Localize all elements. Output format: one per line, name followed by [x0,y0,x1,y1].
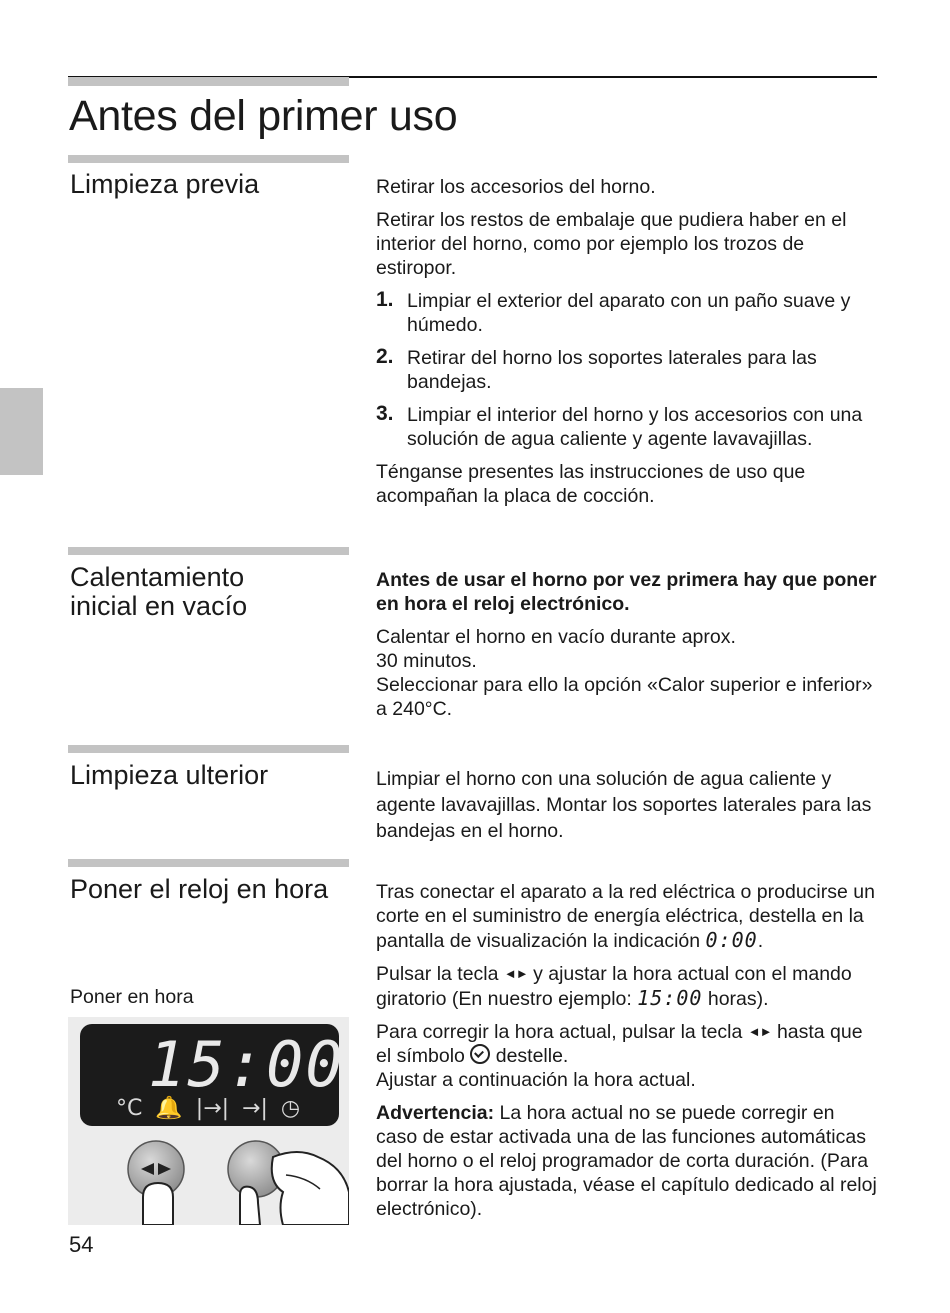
body-reloj [376,880,881,1230]
heading-calentamiento [70,563,247,621]
thumb-right [240,1187,260,1225]
paragraph [376,962,881,1011]
list-item [376,346,881,394]
text: Tras conectar el aparato a la red eléctrica o producirse un corte en el suministro de energía eléctrica, destella en la pantalla de visualización la indicación [376,881,875,952]
heading-line: inicial en vacío [70,591,248,621]
display-time: 15:00 [148,1028,345,1101]
paragraph: Retirar los accesorios del horno. [376,176,656,198]
heading-limpieza-previa: Limpieza previa [70,169,260,199]
text: . [757,930,764,952]
list-item [376,403,881,451]
step-number: 1. [376,288,394,311]
step-text: Limpiar el exterior del aparato con un paño suave y húmedo. [407,290,851,336]
text: y ajustar la hora actual con el mando giratorio (En nuestro ejemplo: [376,963,852,1010]
subheading-poner-en-hora: Poner en hora [70,986,194,1008]
bell-icon: 🔔 [155,1096,183,1121]
paragraph: Ténganse presentes las instrucciones de uso que acompañan la placa de cocción. [376,461,806,507]
page-number: 54 [69,1232,94,1257]
page-title: Antes del primer uso [69,92,458,140]
section-bar-limpieza-ulterior [68,745,349,753]
paragraph: Limpiar el horno con una solución de agua caliente y agente lavavajillas. Montar los soportes laterales para las bandejas en el horno. [376,768,872,842]
section-bar-limpieza-previa [68,155,349,163]
body-calentamiento [376,568,881,730]
display-reading: 0:00 [705,928,758,952]
arrow-key-icon: ◄► [503,966,528,981]
clock-icon [470,1044,490,1064]
text: hasta que el símbolo [376,1021,863,1067]
temperature-icon: °C [116,1096,143,1121]
text: destelle. [495,1045,569,1067]
section-bar-calentamiento [68,547,349,555]
side-thumb-tab [0,388,43,475]
text: horas). [707,988,769,1010]
clock-icon: ◷ [280,1096,301,1121]
step-text: Retirar del horno los soportes laterales para las bandejas. [407,347,817,393]
paragraph [376,880,881,953]
step-number: 3. [376,402,394,425]
text: Pulsar la tecla [376,963,499,985]
step-number: 2. [376,345,394,368]
paragraph: Retirar los restos de embalaje que pudiera haber en el interior del horno, como por ejemplo los trozos de estiropor. [376,209,847,279]
heading-reloj: Poner el reloj en hora [70,874,329,904]
bold-intro: Antes de usar el horno por vez primera hay que poner en hora el reloj electrónico. [376,569,877,615]
finger-left [143,1183,173,1225]
warning-text: La hora actual no se puede corregir en caso de estar activada una de las funciones automáticas del horno o el reloj programador de corta duración. (Para borrar la hora ajustada, véase el capítulo dedicado al reloj electrónico). [376,1102,877,1220]
text: Ajustar a continuación la hora actual. [376,1069,696,1091]
warning-label: Advertencia: [376,1102,495,1124]
section-bar-reloj [68,859,349,867]
arrow-key-icon: ◄► [747,1024,772,1039]
control-panel-illustration [68,1017,349,1225]
heading-line: Calentamiento [70,562,245,592]
body-limpieza-ulterior [376,766,881,853]
end-time-icon: →| [242,1096,268,1121]
top-rule-accent [68,77,349,86]
paragraph [376,625,881,721]
text-line: 30 minutos. [376,650,477,672]
heading-limpieza-ulterior: Limpieza ulterior [70,760,269,790]
body-limpieza-previa [376,175,881,517]
paragraph [376,1020,881,1092]
fingers-right [272,1152,349,1225]
steps-list [376,289,881,451]
knobs-and-fingers [68,1017,349,1225]
text-line: Calentar el horno en vacío durante aprox. [376,626,736,648]
text: Para corregir la hora actual, pulsar la tecla [376,1021,743,1043]
duration-icon: |→| [195,1096,230,1121]
display-reading: 15:00 [637,986,703,1010]
step-text: Limpiar el interior del horno y los accesorios con una solución de agua caliente y agente lavavajillas. [407,404,863,450]
warning-paragraph [376,1101,881,1221]
text-line: Seleccionar para ello la opción «Calor superior e inferior» a 240°C. [376,674,873,720]
list-item [376,289,881,337]
